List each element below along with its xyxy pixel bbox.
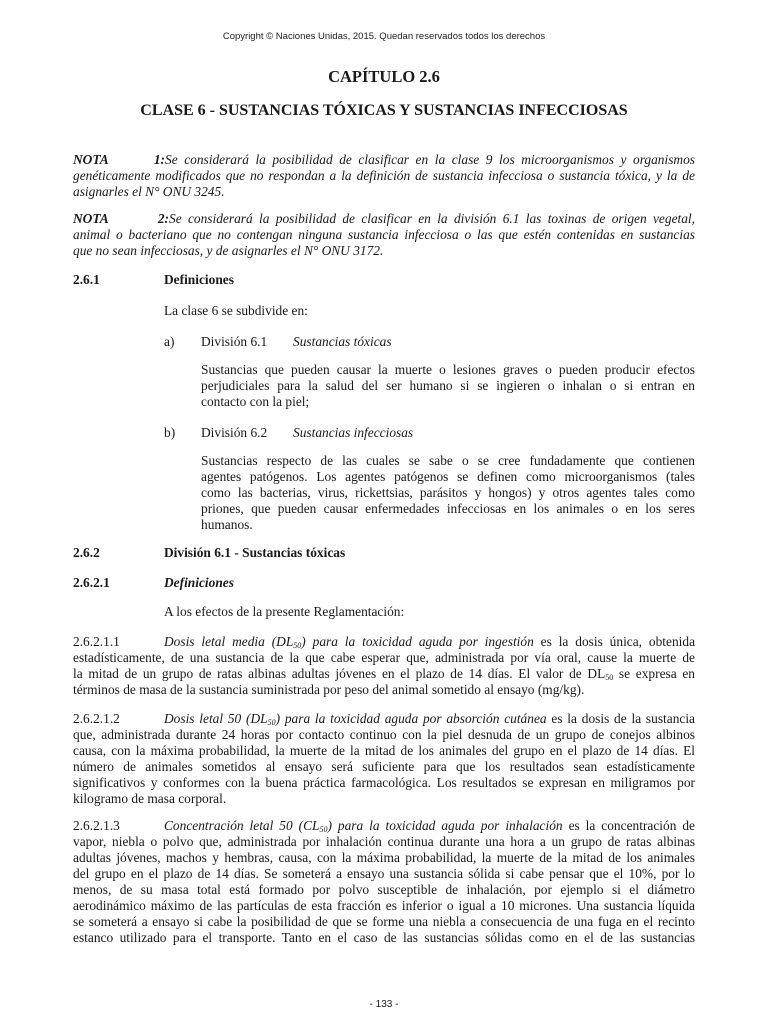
text-line: significativos y conformes con la buena práctica farmacológica. Los resultados se expresan en miligramos por: [73, 775, 695, 790]
section-title-2-6-1: Definiciones: [164, 272, 234, 287]
copyright-header: Copyright © Naciones Unidas, 2015. Quedan reservados todos los derechos: [222, 31, 546, 42]
term-text: Concentración letal 50 (CL: [164, 818, 320, 833]
page-number: - 133 -: [369, 999, 399, 1010]
text-fragment: la mitad de un grupo de ratas albinas adultas jóvenes en el plazo de 14 días. El valor de DL: [73, 666, 606, 681]
paragraph-number: 2.6.2.1.2: [73, 711, 120, 726]
section-title-2-6-2: División 6.1 - Sustancias tóxicas: [164, 545, 346, 560]
term-definition: [164, 634, 534, 649]
item-a-description: [201, 362, 695, 410]
term-text: ) para la toxicidad aguda por inhalación: [327, 818, 563, 833]
section-intro: A los efectos de la presente Reglamentación:: [164, 604, 405, 619]
text-line: humanos.: [201, 517, 253, 532]
term-definition: [164, 711, 547, 726]
text-line: Sustancias respecto de las cuales se sabe o se cree fundadamente que contienen: [201, 453, 695, 468]
note-2-line: animal o bacteriano que no contengan ninguna sustancia infecciosa o las que estén contenidas en sustancias: [73, 227, 695, 242]
text-line: estanco utilizado para el transporte. Tanto en el caso de las sustancias sólidas como en el de las sustancias: [73, 930, 695, 945]
item-b-description: [201, 453, 695, 533]
note-1-line: asignarles el N° ONU 3245.: [73, 184, 225, 199]
text-line: Sustancias que pueden causar la muerte o lesiones graves o pueden producir efectos: [201, 362, 695, 377]
section-number-2-6-2-1: 2.6.2.1: [73, 575, 110, 590]
term-text: Dosis letal 50 (DL: [164, 711, 268, 726]
term-subscript: 50: [293, 641, 302, 650]
section-number-2-6-1: 2.6.1: [73, 272, 100, 287]
paragraph-number: 2.6.2.1.1: [73, 634, 120, 649]
text-line: como las bacterias, virus, rickettsias, parásitos y hongos) y otros agentes tales como: [201, 485, 695, 500]
text-line: se someterá a ensayo si cabe la posibilidad de que se forme una niebla a consecuencia de una fuga en el recinto: [73, 914, 695, 929]
text-line: contacto con la piel;: [201, 394, 310, 409]
term-text: ) para la toxicidad aguda por absorción cutánea: [275, 711, 547, 726]
note-2-label: NOTA 2:: [73, 211, 169, 226]
text-line: agentes patógenos. Los agentes patógenos se definen como microorganismos (tales: [201, 469, 695, 484]
item-b-division: División 6.2: [201, 425, 268, 440]
paragraph-2-6-2-1-2: [73, 711, 695, 807]
note-2-line: que no sean infecciosas, y de asignarles el N° ONU 3172.: [73, 243, 384, 258]
item-a-division: División 6.1: [201, 334, 268, 349]
chapter-number: CAPÍTULO 2.6: [328, 67, 440, 86]
subscript: 50: [605, 673, 614, 682]
note-2: [73, 211, 695, 259]
text-line: causa, con la máxima probabilidad, la muerte de la mitad de los animales del grupo en el plazo de 14 días. El: [73, 743, 695, 758]
text-fragment: es la concentración de: [562, 818, 695, 833]
text-line: términos de masa de la sustancia suministrada por peso del animal sometido al ensayo (mg/kg).: [73, 682, 585, 697]
item-a-letter: a): [164, 334, 175, 349]
text-line: que, administrada durante 24 horas por contacto continuo con la piel desnuda de un grupo de conejos albinos: [73, 727, 695, 742]
term-text: Dosis letal media (DL: [164, 634, 294, 649]
text-line: vapor, niebla o polvo que, administrada por inhalación continua durante una hora a un grupo de ratas albinas: [73, 834, 695, 849]
note-1-line: genéticamente modificados que no respondan a la definición de sustancia infecciosa o sustancia tóxica, y la de: [73, 168, 695, 183]
term-text: ) para la toxicidad aguda por ingestión: [301, 634, 534, 649]
paragraph-number: 2.6.2.1.3: [73, 818, 120, 833]
text-fragment: es la dosis única, obtenida: [533, 634, 696, 649]
item-a-name: Sustancias tóxicas: [293, 334, 392, 349]
text-fragment: se expresa en: [613, 666, 695, 681]
text-line: estadísticamente, de una sustancia de la que cabe esperar que, administrada por vía oral, cause la muerte de: [73, 650, 695, 665]
term-definition: [164, 818, 563, 833]
note-1-line: Se considerará la posibilidad de clasificar en la clase 9 los microorganismos y organismos: [165, 152, 695, 167]
note-2-line: Se considerará la posibilidad de clasificar en la división 6.1 las toxinas de origen vegetal,: [169, 211, 695, 226]
chapter-title: CLASE 6 - SUSTANCIAS TÓXICAS Y SUSTANCIAS INFECCIOSAS: [140, 102, 628, 119]
note-1: [73, 152, 695, 200]
text-line: menos, de su masa total está formado por polvo susceptible de inhalación, por ejemplo si el diámetro: [73, 882, 695, 897]
paragraph-2-6-2-1-3: [73, 818, 695, 946]
text-fragment: es la dosis de la sustancia: [546, 711, 695, 726]
section-title-2-6-2-1: Definiciones: [164, 575, 234, 590]
item-b-letter: b): [164, 425, 176, 440]
paragraph-2-6-2-1-1: [73, 634, 695, 698]
term-subscript: 50: [319, 825, 328, 834]
item-b-name: Sustancias infecciosas: [293, 425, 414, 440]
section-number-2-6-2: 2.6.2: [73, 545, 100, 560]
text-line: priones, que pueden causar enfermedades infecciosas en los animales o en los seres: [201, 501, 695, 516]
section-intro: La clase 6 se subdivide en:: [164, 303, 308, 318]
term-subscript: 50: [267, 718, 276, 727]
text-line: perjudiciales para la salud del ser humano si se ingieren o inhalan o si entran en: [201, 378, 695, 393]
note-1-label: NOTA 1:: [73, 152, 165, 167]
text-line: número de animales sometidos al ensayo será suficiente para que los resultados sean estadísticamente: [73, 759, 695, 774]
text-line: adultas jóvenes, machos y hembras, causa, con la máxima probabilidad, la muerte de la mitad de los animales: [73, 850, 695, 865]
text-line: kilogramo de masa corporal.: [73, 791, 227, 806]
text-line: del grupo en el plazo de 14 días. Se someterá a ensayo una sustancia sólida si cabe pensar que el 10%, por lo: [73, 866, 695, 881]
text-line: aerodinámico máximo de las partículas de esta fracción es inferior o igual a 10 micrones. Una sustancia líquida: [73, 898, 695, 913]
